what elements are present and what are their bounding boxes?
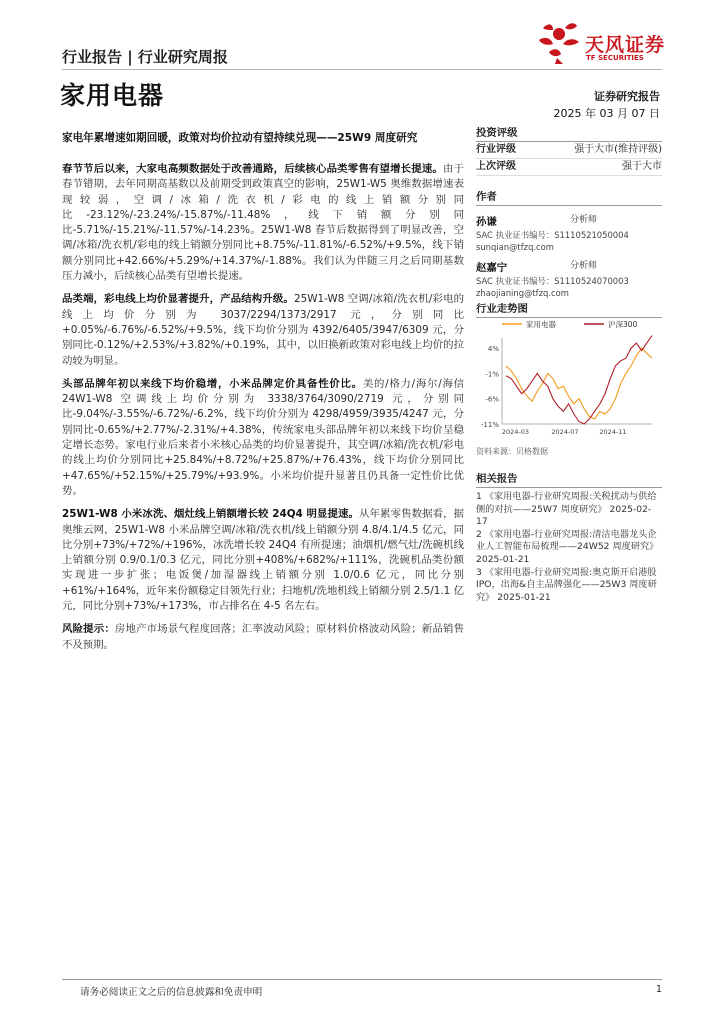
last-rating-value: 强于大市 [622, 161, 662, 172]
footer-divider [62, 979, 662, 980]
legend-label-1: 家用电器 [526, 320, 556, 329]
authors-title: 作者 [476, 188, 662, 206]
header-divider [62, 69, 662, 70]
rating-title: 投资评级 [476, 124, 662, 142]
x-tick-label: 2024-03 [501, 428, 530, 436]
paragraph [62, 292, 464, 368]
rating-box [476, 124, 662, 176]
related-box [476, 470, 662, 604]
paragraph-text: 由于春节错期，去年同期高基数以及前期受到政策真空的影响，25W1-W5 奥维数据增速表现较弱，空调/冰箱/洗衣机/彩电的线上销额分别同比-23.12%/-23.24%/-15.87%/-11.48%，线下销额分别同比-5.71%/-15.21%/-11.57%/-14.23%。25W1-W8 春节后数据得到了明显改善，空调/冰箱/洗衣机/彩电的线上销额分别同比+8.75%/-11.81%/-6.52%/+9.5%，线下销额分别同比+42.66%/+5.29%/+14.37%/-1.88%。我们认为伴随三月之后同期基数压力减小，后续核心品类有望增长提速。 [62, 163, 465, 283]
authors-box [476, 188, 662, 299]
related-report-item[interactable]: 1 《家用电器-行业研究周报:关税扰动与供给侧的对抗——25W7 周度研究》 2025-02-17 [476, 491, 657, 528]
paragraph-lead: 品类端，彩电线上均价显著提升，产品结构升级。 [62, 293, 294, 306]
author-entry [476, 256, 662, 299]
industry-rating-value: 强于大市(维持评级) [574, 144, 662, 155]
report-type: 行业报告 | 行业研究周报 [62, 48, 228, 66]
logo-english: TF SECURITIES [586, 54, 644, 62]
paragraph-lead: 春节节后以来，大家电高频数据处于改善通路，后续核心品类零售有望增长提速。 [62, 163, 444, 175]
risk-lead: 风险提示： [62, 623, 115, 636]
author-name: 赵嘉宁 [476, 262, 508, 274]
risk-text: 房地产市场景气程度回落；汇率波动风险；原材料价格波动风险；新品销售不及预期。 [62, 623, 464, 651]
series-line-2 [506, 336, 652, 425]
footer-disclaimer: 请务必阅读正文之后的信息披露和免责申明 [80, 987, 263, 998]
last-rating-row [476, 159, 662, 176]
author-role: 分析师 [570, 215, 598, 225]
headline: 家电年累增速如期回暖，政策对均价拉动有望持续兑现——25W9 周度研究 [62, 132, 418, 144]
author-email[interactable]: sunqian@tfzq.com [476, 242, 554, 252]
industry-title: 家用电器 [60, 81, 165, 110]
trend-chart [476, 316, 662, 438]
related-report-item[interactable]: 2 《家用电器-行业研究周报:清洁电器龙头企业人工智能布局梳理——24W52 周度研究》 2025-01-21 [476, 528, 659, 565]
paragraph-text: 从年累零售数据看，据奥维云网，25W1-W8 小米品牌空调/冰箱/洗衣机/线上销额分别 4.8/4.1/4.5 亿元，同比分别+73%/+72%/+196%，冰洗增长较 24Q4 有所提速；油烟机/燃气灶/洗碗机线上销额分别 0.9/0.1/0.3 亿元，同比分别+408%/+682%/+111%，洗碗机品类份额实现进一步扩张；电饭煲/加湿器线上销额分别 1.0/0.6 亿元，同比分别+61%/+164%，近年来份额稳定目领先行业；扫地机/洗地机线上销额分别 2.5/1.1 亿元，同比分别+73%/+173%，市占排名在 4-5 名左右。 [62, 508, 465, 613]
series-line-1 [506, 348, 652, 419]
y-tick-label: -11% [480, 421, 499, 429]
paragraph [62, 162, 464, 284]
author-sac: SAC 执业证书编号：S1110524070003 [476, 276, 629, 286]
related-report-item[interactable]: 3 《家用电器-行业研究周报:奥克斯开启港股 IPO，出海&自主品牌强化——25W3 周度研究》 2025-01-21 [476, 566, 657, 603]
x-tick-label: 2024-07 [551, 428, 579, 436]
author-entry [476, 210, 662, 253]
paragraph-lead: 25W1-W8 小米冰洗、烟灶线上销额增长较 24Q4 明显提速。 [62, 508, 360, 521]
y-tick-label: -1% [485, 370, 499, 379]
author-sac: SAC 执业证书编号：S1110521050004 [476, 230, 629, 240]
industry-rating-row [476, 142, 662, 159]
y-tick-label: -6% [485, 395, 499, 404]
author-role: 分析师 [570, 261, 598, 271]
logo-text: 天风证券 [585, 34, 666, 56]
paragraph [62, 377, 464, 499]
legend-label-2: 沪深300 [608, 320, 638, 329]
page-number: 1 [655, 984, 662, 995]
author-name: 孙谦 [476, 216, 497, 228]
last-rating-label: 上次评级 [476, 161, 516, 172]
report-date: 2025 年 03 月 07 日 [553, 107, 660, 120]
chart-source: 资料来源：贝格数据 [476, 447, 548, 456]
paragraph-text: 美的/格力/海尔/海信 24W1-W8 空调线上均价分别为 3338/3764/3090/2719 元，分别同比-9.04%/-3.55%/-6.72%/-6.2%，线下均价分别为 4298/4959/3935/4247 元，分别同比-0.65%/+2.77%/-2.31%/+4.38%，传统家电头部品牌年初以来线下均价呈稳定增长态势。家电行业后来者小米核心品类的均价显著提升，其空调/冰箱/洗衣机/彩电的线上均价分别同比+25.84%/+8.72%/+25.87%/+76.43%，线下均价分别同比+47.65%/+52.15%/+25.79%/+93.9%。小米均价提升显著且仍具备一定性价比优势。 [62, 377, 464, 497]
paragraph-lead: 头部品牌年初以来线下均价稳增，小米品牌定价具备性价比。 [62, 377, 363, 390]
y-tick-label: 4% [487, 345, 499, 354]
body-text [62, 162, 464, 661]
report-kind: 证券研究报告 [594, 90, 660, 103]
related-title: 相关报告 [476, 470, 662, 488]
paragraph [62, 507, 464, 614]
author-email[interactable]: zhaojianing@tfzq.com [476, 288, 569, 298]
chart-title: 行业走势图 [476, 300, 662, 318]
x-tick-label: 2024-11 [599, 428, 627, 436]
paragraph-text: 25W1-W8 空调/冰箱/洗衣机/彩电的线上均价分别为 3037/2294/1373/2917 元，分别同比+0.05%/-6.76%/-6.52%/+9.5%，线下均价分别为 4392/6405/3947/6309 元，分别同比-0.12%/+2.53%/+3.82%/+0.19%，其中，以旧换新政策对彩电线上均价的拉动较为明显。 [62, 293, 465, 367]
tf-logo-icon [519, 18, 583, 66]
industry-rating-label: 行业评级 [476, 144, 516, 155]
risk-paragraph [62, 622, 464, 653]
